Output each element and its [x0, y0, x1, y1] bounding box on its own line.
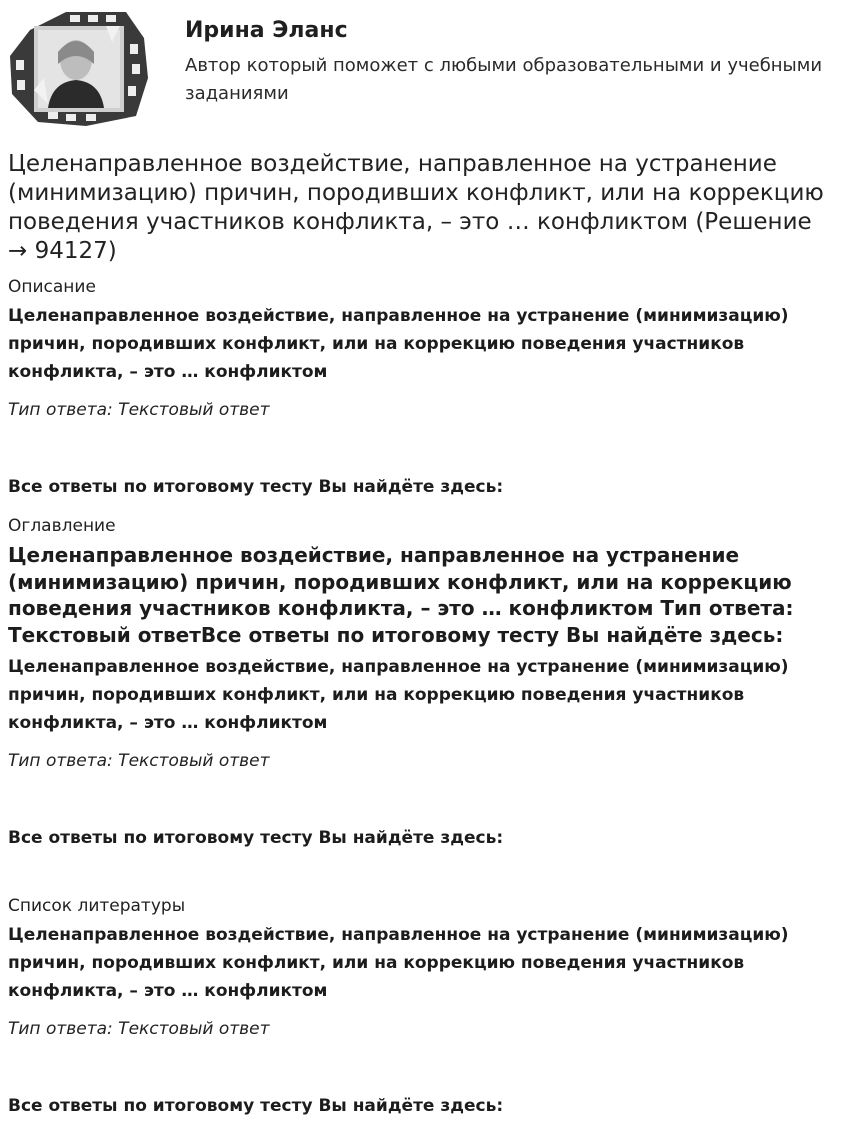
- author-description: Автор который поможет с любыми образовательными и учебными заданиями: [185, 55, 823, 104]
- description-section: [8, 275, 838, 499]
- all-answers-link[interactable]: Все ответы по итоговому тесту Вы найдёте здесь:: [8, 828, 504, 848]
- question-text: Целенаправленное воздействие, направленное на устранение (минимизацию) причин, породивших конфликт, или на коррекцию поведения участников конфликта, – это … конфликтом: [8, 306, 789, 382]
- answer-type: Тип ответа: Текстовый ответ: [8, 400, 270, 420]
- toc-section: [8, 514, 838, 850]
- toc-heading: Целенаправленное воздействие, направленное на устранение (минимизацию) причин, породивших конфликт, или на коррекцию поведения участников конфликта, – это … конфликтом Тип ответа: Текстовый ответВсе ответы по итоговому тесту Вы найдёте здесь:: [8, 543, 794, 647]
- answer-type: Тип ответа: Текстовый ответ: [8, 1019, 270, 1039]
- all-answers-link[interactable]: Все ответы по итоговому тесту Вы найдёте здесь:: [8, 1096, 504, 1116]
- all-answers-link[interactable]: Все ответы по итоговому тесту Вы найдёте здесь:: [8, 477, 504, 497]
- literature-label: Список литературы: [8, 896, 186, 916]
- question-text: Целенаправленное воздействие, направленное на устранение (минимизацию) причин, породивших конфликт, или на коррекцию поведения участников конфликта, – это … конфликтом: [8, 657, 789, 733]
- avatar: [8, 8, 150, 128]
- avatar-film-frame-image: [8, 8, 150, 128]
- author-card: [8, 8, 838, 128]
- description-label: Описание: [8, 277, 96, 297]
- author-name[interactable]: Ирина Эланс: [185, 18, 348, 43]
- answer-type: Тип ответа: Текстовый ответ: [8, 751, 270, 771]
- question-text: Целенаправленное воздействие, направленное на устранение (минимизацию) причин, породивших конфликт, или на коррекцию поведения участников конфликта, – это … конфликтом: [8, 925, 789, 1001]
- literature-section: [8, 894, 838, 1118]
- toc-label: Оглавление: [8, 516, 116, 536]
- page-title: Целенаправленное воздействие, направленное на устранение (минимизацию) причин, породивших конфликт, или на коррекцию поведения участников конфликта, – это … конфликтом (Решение → 94127): [8, 151, 824, 264]
